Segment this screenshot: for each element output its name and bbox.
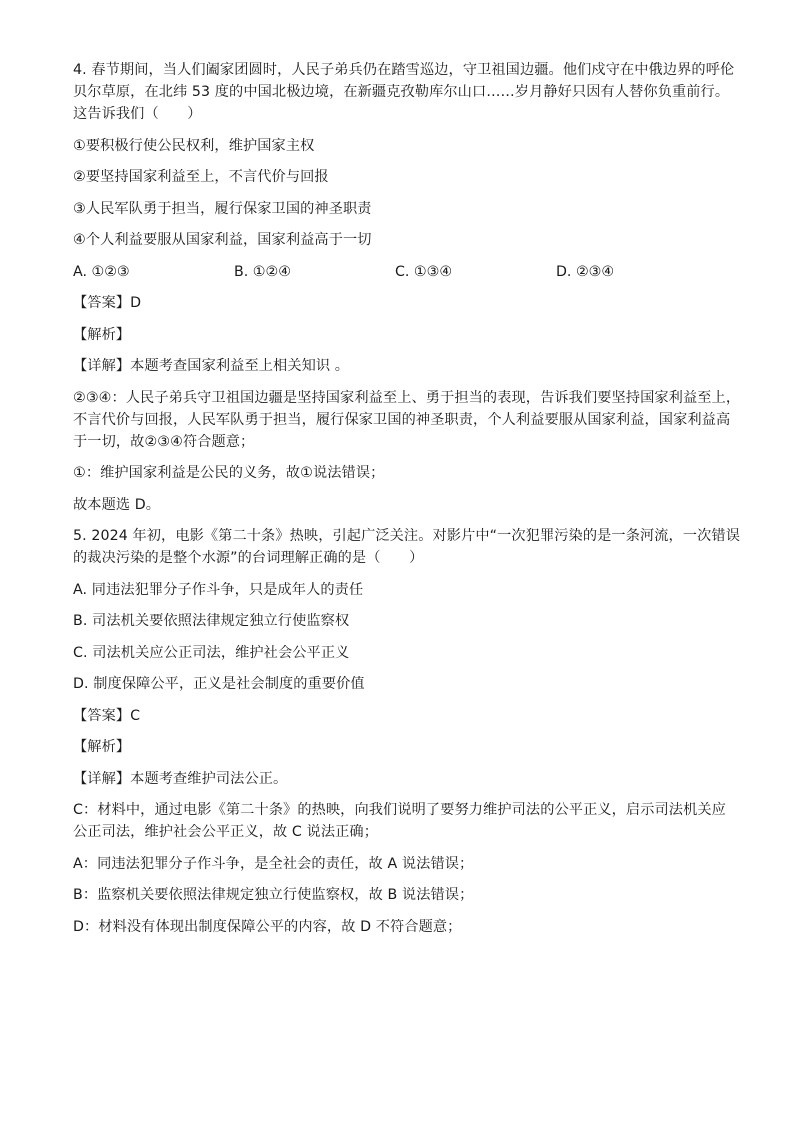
q4-statement-1: ①要积极行使公民权利，维护国家主权 xyxy=(73,137,315,154)
q4-statement-4: ④个人利益要服从国家利益，国家利益高于一切 xyxy=(73,232,372,248)
q4-analysis-label: 【解析】 xyxy=(73,326,131,343)
q5-explain-d: D：材料没有体现出制度保障公平的内容，故 D 不符合题意； xyxy=(73,918,462,935)
q5-stem-line-1: 5. 2024 年初，电影《第二十条》热映，引起广泛关注。对影片中“一次犯罪污染的是一条河流，一次错误 xyxy=(73,528,740,544)
q5-explain-b: B：监察机关要依照法律规定独立行使监察权，故 B 说法错误； xyxy=(73,887,474,903)
question-4 xyxy=(73,60,741,515)
q5-explain-a: A：同违法犯罪分子作斗争，是全社会的责任，故 A 说法错误； xyxy=(73,855,474,872)
q5-option-d: D. 制度保障公平，正义是社会制度的重要价值 xyxy=(73,676,365,692)
document-page xyxy=(73,60,741,948)
q4-options xyxy=(73,262,733,282)
q4-option-b: B. ①②④ xyxy=(234,263,291,280)
q4-stem-line-2: 贝尔草原，在北纬 53 度的中国北极边境，在新疆克孜勒库尔山口……岁月静好只因有人替你负重前行。 xyxy=(73,84,730,100)
q4-explain-line-2: 不言代价与回报，人民军队勇于担当，履行保家卫国的神圣职责，个人利益要服从国家利益，国家利益高 xyxy=(73,411,731,428)
q4-statement-3: ③人民军队勇于担当，履行保家卫国的神圣职责 xyxy=(73,200,372,217)
q4-stem-line-1: 4. 春节期间，当人们阖家团圆时，人民子弟兵仍在踏雪巡边，守卫祖国边疆。他们戍守在中俄边界的呼伦 xyxy=(73,62,735,78)
q4-answer: 【答案】D xyxy=(73,295,142,311)
q5-explain-c-line-1: C：材料中，通过电影《第二十条》的热映，向我们说明了要努力维护司法的公平正义，启示司法机关应 xyxy=(73,802,726,818)
q5-stem-line-2: 的裁决污染的是整个水源”的台词理解正确的是（ ） xyxy=(73,550,424,566)
q4-explain-line-4: ①：维护国家利益是公民的义务，故①说法错误； xyxy=(73,465,385,481)
q5-analysis-label: 【解析】 xyxy=(73,739,131,755)
q5-option-a: A. 同违法犯罪分子作斗争，只是成年人的责任 xyxy=(73,581,364,598)
q5-explain-c-line-2: 公正司法，维护社会公平正义，故 C 说法正确； xyxy=(73,824,378,840)
q4-option-a: A. ①②③ xyxy=(73,263,130,280)
q4-detail: 【详解】本题考查国家利益至上相关知识 。 xyxy=(73,358,350,374)
q4-option-d: D. ②③④ xyxy=(556,263,615,280)
q5-detail: 【详解】本题考查维护司法公正。 xyxy=(73,770,288,787)
q5-option-b: B. 司法机关要依照法律规定独立行使监察权 xyxy=(73,613,350,629)
q4-explain-line-3: 于一切，故②③④符合题意； xyxy=(73,433,255,450)
q5-option-c: C. 司法机关应公正司法，维护社会公平正义 xyxy=(73,644,350,661)
q4-statement-2: ②要坚持国家利益至上，不言代价与回报 xyxy=(73,169,329,185)
q4-stem-line-3: 这告诉我们（ ） xyxy=(73,106,202,122)
question-5 xyxy=(73,526,740,937)
q4-option-c: C. ①③④ xyxy=(395,263,453,280)
q5-answer: 【答案】C xyxy=(73,707,141,724)
q4-explain-line-1: ②③④：人民子弟兵守卫祖国边疆是坚持国家利益至上、勇于担当的表现，告诉我们要坚持国家利益至上， xyxy=(73,389,741,406)
q4-conclusion: 故本题选 D。 xyxy=(73,496,161,513)
